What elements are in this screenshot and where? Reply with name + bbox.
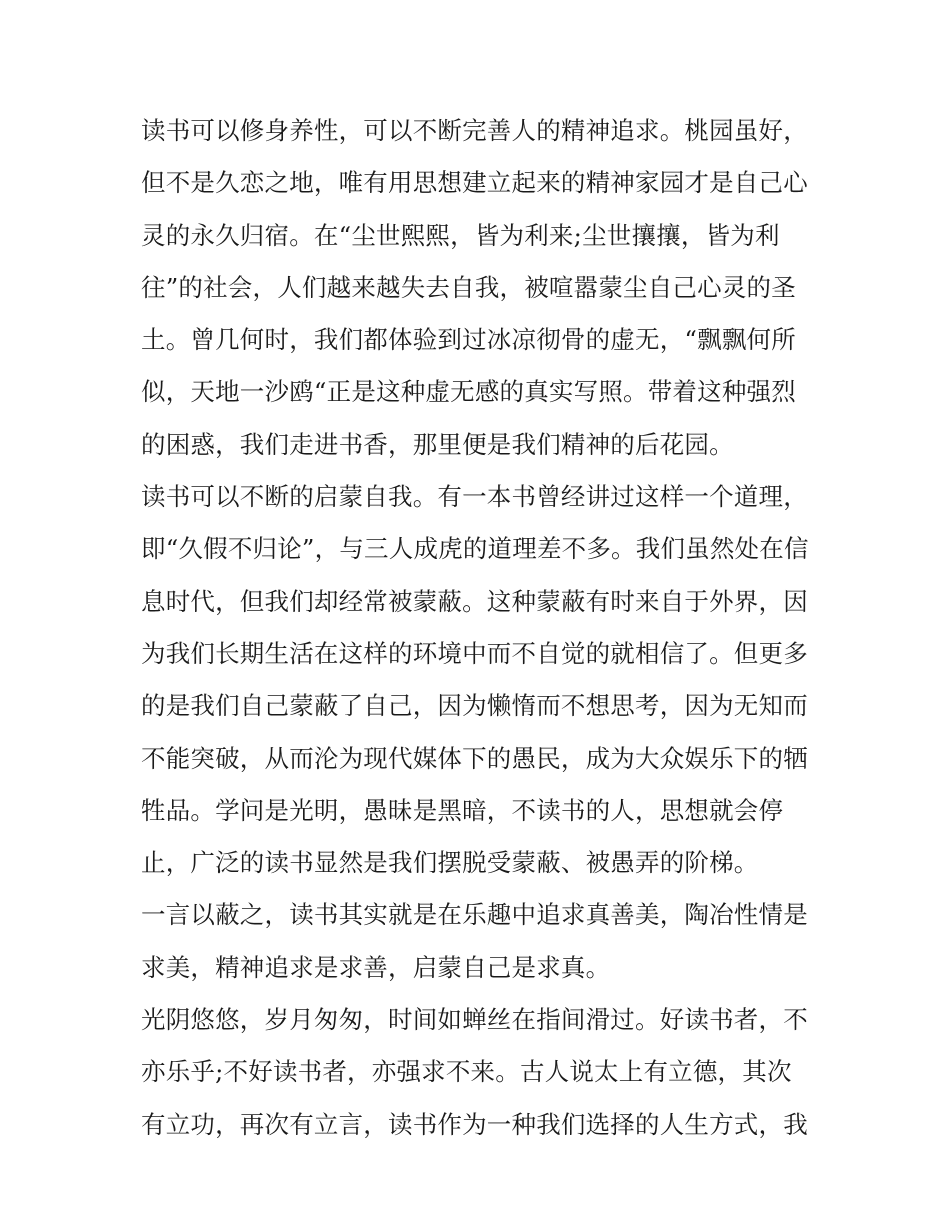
text-line: 光阴悠悠，岁月匆匆，时间如蝉丝在指间滑过。好读书者，不 <box>141 1005 808 1035</box>
text-line: 的是我们自己蒙蔽了自己，因为懒惰而不想思考，因为无知而 <box>141 691 808 721</box>
text-line: 即“久假不归论”，与三人成虎的道理差不多。我们虽然处在信 <box>141 534 809 564</box>
text-line: 止，广泛的读书显然是我们摆脱受蒙蔽、被愚弄的阶梯。 <box>141 848 759 878</box>
text-line: 牲品。学问是光明，愚昧是黑暗，不读书的人，思想就会停 <box>141 795 784 825</box>
text-line: 有立功，再次有立言，读书作为一种我们选择的人生方式，我 <box>141 1109 808 1139</box>
text-line: 读书可以修身养性，可以不断完善人的精神追求。桃园虽好， <box>141 116 808 145</box>
text-line: 的困惑，我们走进书香，那里便是我们精神的后花园。 <box>141 429 734 459</box>
text-line: 亦乐乎;不好读书者，亦强求不来。古人说太上有立德，其次 <box>141 1057 792 1087</box>
text-line: 往”的社会，人们越来越失去自我，被喧嚣蒙尘自己心灵的圣 <box>141 272 796 302</box>
text-line: 但不是久恋之地，唯有用思想建立起来的精神家园才是自己心 <box>141 168 808 198</box>
body-text <box>141 105 821 1151</box>
text-line: 灵的永久归宿。在“尘世熙熙，皆为利来;尘世攘攘，皆为利 <box>141 220 780 250</box>
text-line: 求美，精神追求是求善，启蒙自己是求真。 <box>141 952 611 982</box>
text-line: 土。曾几何时，我们都体验到过冰凉彻骨的虚无，“飘飘何所 <box>141 325 796 355</box>
text-line: 似，天地一沙鸥“正是这种虚无感的真实写照。带着这种强烈 <box>141 377 796 407</box>
text-line: 读书可以不断的启蒙自我。有一本书曾经讲过这样一个道理， <box>141 482 808 512</box>
text-line: 为我们长期生活在这样的环境中而不自觉的就相信了。但更多 <box>141 638 808 668</box>
text-line: 不能突破，从而沦为现代媒体下的愚民，成为大众娱乐下的牺 <box>141 743 808 773</box>
text-line: 一言以蔽之，读书其实就是在乐趣中追求真善美，陶冶性情是 <box>141 900 808 930</box>
text-line: 息时代，但我们却经常被蒙蔽。这种蒙蔽有时来自于外界，因 <box>141 586 808 616</box>
